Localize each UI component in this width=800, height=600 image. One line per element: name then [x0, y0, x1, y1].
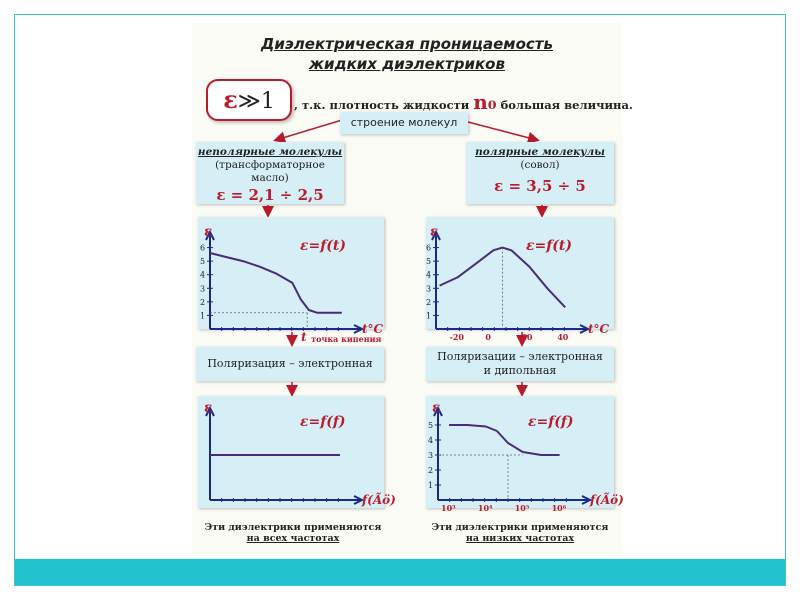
- polar-title: полярные молекулы: [475, 146, 605, 158]
- reason-tail: большая величина.: [500, 98, 633, 112]
- y-tick-label: 1: [200, 311, 206, 321]
- nonpolar-range: ε = 2,1 ÷ 2,5: [216, 186, 324, 204]
- structure-label: строение молекул: [340, 112, 468, 134]
- x-tick-label: 10⁴: [477, 503, 493, 513]
- x-tick-label: 0: [485, 332, 492, 342]
- footer-bar: [15, 559, 785, 585]
- polar-footer: [424, 522, 616, 544]
- x-axis-label: f(Ãö): [590, 493, 624, 507]
- formula-label: ε=f(f): [528, 414, 574, 430]
- chart-freq-polar: [426, 396, 624, 516]
- x-tick-label: 10⁶: [551, 503, 567, 513]
- polar-example: (совол): [520, 159, 560, 171]
- y-axis-label: ε: [430, 224, 439, 240]
- boiling-point-label: точка кипения: [311, 334, 382, 344]
- x-axis-label: t°C: [588, 322, 610, 336]
- data-line: [210, 253, 342, 313]
- x-tick-label: 10³: [441, 503, 456, 513]
- epsilon-symbol: ε: [223, 85, 238, 114]
- x-axis-label: f(Ãö): [362, 493, 396, 507]
- polar-footer-2: на низких частотах: [465, 533, 575, 544]
- y-tick-label: 1: [428, 481, 434, 490]
- x-tick-label: 10⁵: [514, 503, 530, 513]
- y-tick-label: 6: [200, 243, 206, 253]
- y-tick-label: 4: [426, 270, 432, 280]
- x-tick-label: -20: [449, 332, 464, 342]
- y-tick-label: 5: [200, 257, 206, 267]
- nonpolar-header: [196, 142, 344, 204]
- y-axis-label: ε: [204, 224, 213, 240]
- y-tick-label: 3: [426, 284, 432, 294]
- x-tick-label: 20: [521, 332, 533, 342]
- formula-label: ε=f(t): [526, 238, 572, 254]
- polar-polarization-1: Поляризации – электронная: [437, 350, 603, 363]
- nonpolar-example-2: масло): [251, 172, 289, 184]
- nonpolar-footer: [198, 522, 388, 544]
- y-tick-label: 6: [426, 243, 432, 253]
- y-tick-label: 2: [428, 466, 434, 475]
- y-tick-label: 4: [428, 436, 434, 445]
- reason-lead: , т.к. плотность жидкости: [294, 98, 470, 112]
- nonpolar-footer-1: Эти диэлектрики применяются: [204, 522, 382, 533]
- formula-label: ε=f(t): [300, 238, 346, 254]
- chart-freq-nonpolar: [198, 396, 396, 516]
- y-tick-label: 3: [200, 284, 206, 294]
- polar-polarization-2: и дипольная: [483, 364, 557, 377]
- arrow-to-polar: [468, 122, 537, 140]
- y-axis-label: ε: [204, 400, 213, 416]
- poster: [192, 22, 633, 554]
- x-tick-label: 40: [557, 332, 569, 342]
- poster-title-line2: жидких диэлектриков: [309, 55, 505, 73]
- polar-polarization: [426, 347, 614, 381]
- epsilon-relation: ≫1: [237, 89, 275, 114]
- density-symbol: n₀: [473, 90, 497, 114]
- polar-footer-1: Эти диэлектрики применяются: [431, 522, 609, 533]
- nonpolar-footer-2: на всех частотах: [246, 533, 340, 544]
- y-tick-label: 5: [428, 421, 434, 430]
- y-tick-label: 3: [428, 451, 434, 460]
- nonpolar-polarization: Поляризация – электронная: [196, 347, 384, 381]
- x-axis-label: t°C: [362, 322, 384, 336]
- nonpolar-example-1: (трансформаторное: [215, 159, 325, 171]
- y-tick-label: 2: [200, 297, 206, 307]
- polar-header: [466, 142, 614, 204]
- polar-range: ε = 3,5 ÷ 5: [494, 177, 586, 195]
- y-axis-label: ε: [432, 400, 441, 416]
- y-tick-label: 5: [426, 257, 432, 267]
- poster-title-line1: Диэлектрическая проницаемость: [261, 35, 553, 53]
- chart-temp-nonpolar: [198, 217, 388, 342]
- formula-label: ε=f(f): [300, 414, 346, 430]
- y-tick-label: 1: [426, 311, 432, 321]
- boiling-point-symbol: t: [301, 330, 307, 344]
- y-tick-label: 2: [426, 297, 432, 307]
- chart-temp-polar: [426, 217, 616, 342]
- nonpolar-title: неполярные молекулы: [197, 146, 343, 158]
- y-tick-label: 4: [200, 270, 206, 280]
- arrow-to-nonpolar: [276, 120, 342, 140]
